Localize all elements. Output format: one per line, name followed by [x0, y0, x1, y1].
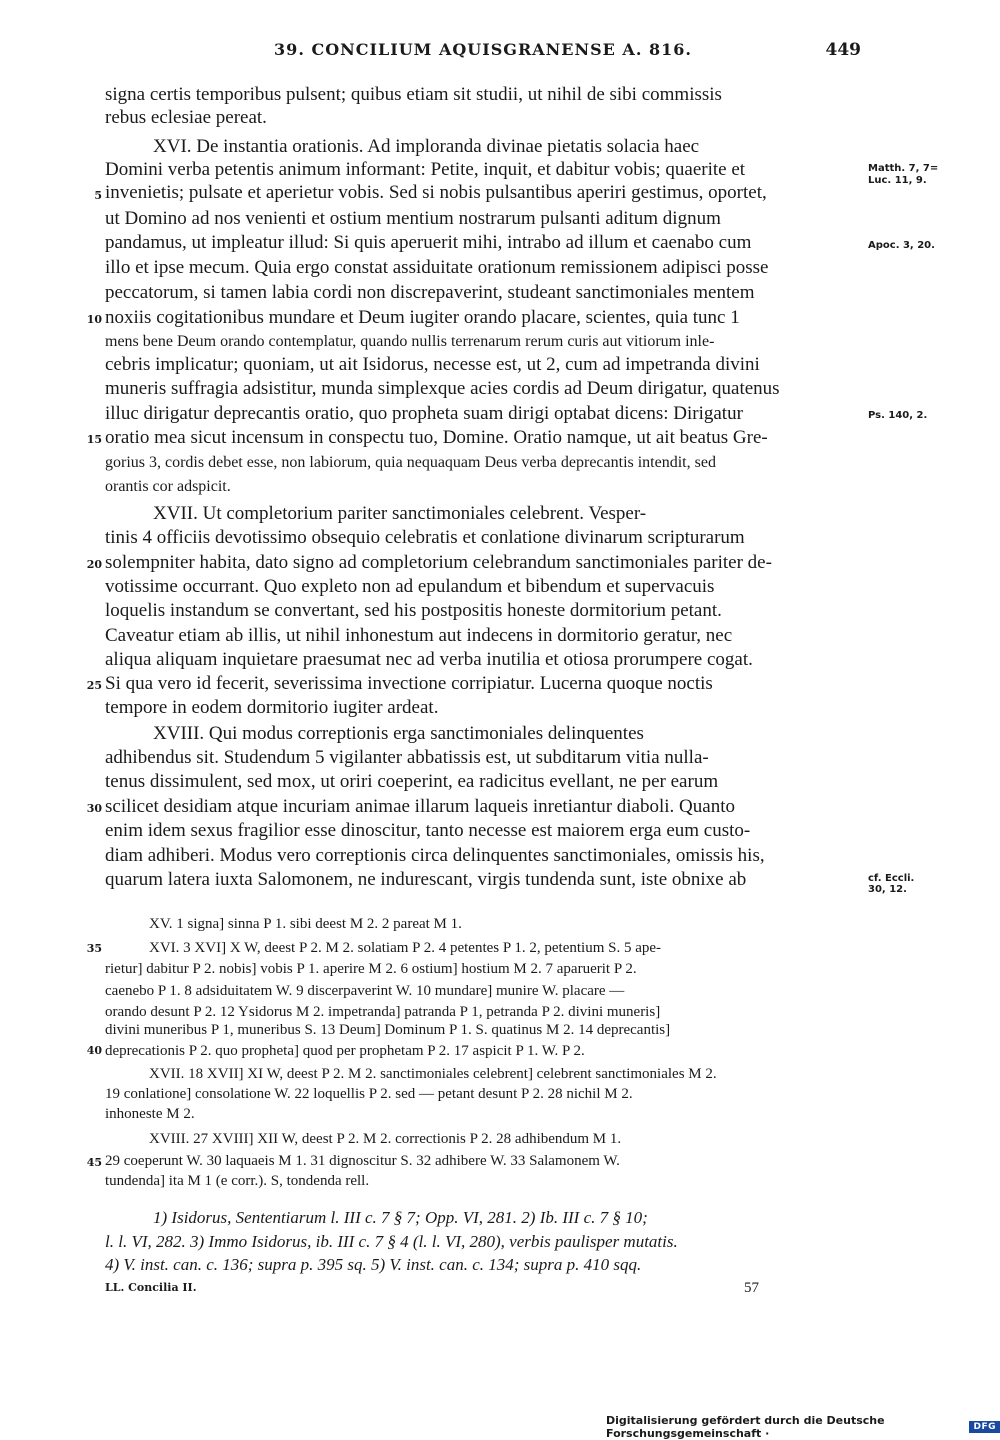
- margin-note-ecclesiasticus: cf. Eccli.: [868, 873, 915, 884]
- margin-note-apocalypse: Apoc. 3, 20.: [868, 240, 935, 251]
- apparatus-line: XVII. 18 XVII] XI W, deest P 2. M 2. sanctimoniales celebrent] celebrent sanctimoniales M 2.: [149, 1066, 717, 1082]
- text-line: tenus dissimulent, sed mox, ut oriri coeperint, ea radicitus evellant, ne per earum: [105, 771, 719, 792]
- running-title: 39. CONCILIUM AQUISGRANENSE A. 816.: [274, 40, 692, 59]
- text-line: XVII. Ut completorium pariter sanctimoniales celebrent. Vesper-: [153, 503, 647, 524]
- text-line: Domini verba petentis animum informant: Petite, inquit, et dabitur vobis; quaerite et: [105, 159, 746, 180]
- digitization-credit: [606, 1414, 1000, 1440]
- apparatus-line: rietur] dabitur P 2. nobis] vobis P 1. aperire M 2. 6 ostium] hostium M 2. 7 aparuerit P 2.: [105, 961, 637, 977]
- line-number: 35: [86, 942, 102, 955]
- text-line: gorius 3, cordis debet esse, non labiorum, quia nequaquam Deus verba deprecantis intendit, sed: [105, 454, 716, 471]
- apparatus-line: caenebo P 1. 8 adsiduitatem W. 9 discerpaverint W. 10 mundare] munire W. placare —: [105, 983, 625, 999]
- text-line: oratio mea sicut incensum in conspectu tuo, Domine. Oratio namque, ut ait beatus Gre-: [105, 427, 768, 448]
- text-line: illuc dirigatur deprecantis oratio, quo propheta suam dirigi optabat dicens: Dirigatur: [105, 403, 743, 424]
- text-line: invenietis; pulsate et aperietur vobis. Sed si nobis pulsantibus aperiri gestimus, oportet,: [105, 182, 767, 203]
- text-line: quarum latera iuxta Salomonem, ne indurescant, virgis tundenda sunt, iste obnixe ab: [105, 869, 747, 890]
- line-number: 10: [86, 313, 102, 326]
- printer-signature: LL. Concilia II.: [105, 1281, 197, 1294]
- text-line: scilicet desidiam atque incuriam animae illarum laqueis inretiantur diaboli. Quanto: [105, 796, 735, 817]
- text-line: tinis 4 officiis devotissimo obsequio celebratis et conlatione divinarum scripturarum: [105, 527, 745, 548]
- line-number: 20: [86, 558, 102, 571]
- margin-note-psalm: Ps. 140, 2.: [868, 410, 928, 421]
- text-line: votissime occurrant. Quo expleto non ad epulandum et bibendum et supervacuis: [105, 576, 715, 597]
- text-line: orantis cor adspicit.: [105, 478, 231, 495]
- margin-note-ecclesiasticus-ref: 30, 12.: [868, 884, 907, 895]
- text-line: noxiis cogitationibus mundare et Deum iugiter orando placare, scientes, quia tunc 1: [105, 307, 740, 328]
- apparatus-line: XVIII. 27 XVIII] XII W, deest P 2. M 2. correctionis P 2. 28 adhibendum M 1.: [149, 1131, 622, 1147]
- text-line: enim idem sexus fragilior esse dinoscitur, tanto necesse est maiorem erga eum custo-: [105, 820, 751, 841]
- line-number: 40: [86, 1044, 102, 1057]
- footnote-line: 1) Isidorus, Sententiarum l. III c. 7 § 7; Opp. VI, 281. 2) Ib. III c. 7 § 10;: [153, 1208, 648, 1227]
- text-line: ut Domino ad nos venienti et ostium mentium nostrarum pulsanti aditum dignum: [105, 208, 721, 229]
- text-line: pandamus, ut impleatur illud: Si quis aperuerit mihi, intrabo ad illum et caenabo cum: [105, 232, 752, 253]
- text-line: Si qua vero id fecerit, severissima invectione corripiatur. Lucerna quoque noctis: [105, 673, 713, 694]
- text-line: adhibendus sit. Studendum 5 vigilanter abbatissis est, ut subditarum vitia nulla-: [105, 747, 709, 768]
- text-line: loquelis instandum se convertant, sed his postpositis honeste dormitorium petant.: [105, 600, 722, 621]
- text-line: aliqua aliquam inquietare praesumat nec ad verba inutilia et otiosa prorumpere cogat.: [105, 649, 753, 670]
- apparatus-line: 29 coeperunt W. 30 laquaeis M 1. 31 dignoscitur S. 32 adhibere W. 33 Salamonem W.: [105, 1153, 620, 1169]
- text-line: illo et ipse mecum. Quia ergo constat assiduitate orationum remissionem adipisci posse: [105, 257, 769, 278]
- credit-text: Digitalisierung gefördert durch die Deutsche Forschungsgemeinschaft ·: [606, 1414, 885, 1440]
- text-line: XVI. De instantia orationis. Ad imploranda divinae pietatis solacia haec: [153, 136, 700, 157]
- text-line: signa certis temporibus pulsent; quibus etiam sit studii, ut nihil de sibi commissis: [105, 84, 722, 105]
- margin-note-luke: Luc. 11, 9.: [868, 175, 927, 186]
- line-number: 5: [94, 189, 102, 202]
- footnote-line: 4) V. inst. can. c. 136; supra p. 395 sq. 5) V. inst. can. c. 134; supra p. 410 sqq.: [105, 1255, 642, 1274]
- line-number: 25: [86, 679, 102, 692]
- text-line: solempniter habita, dato signo ad completorium celebrandum sanctimoniales pariter de-: [105, 552, 772, 573]
- apparatus-line: XVI. 3 XVI] X W, deest P 2. M 2. solatiam P 2. 4 petentes P 1. 2, petentium S. 5 ape-: [149, 940, 662, 956]
- text-line: mens bene Deum orando contemplatur, quando nullis terrenarum rerum curis aut vitiorum inle-: [105, 333, 715, 350]
- text-line: muneris suffragia adsistitur, munda simplexque acies cordis ad Deum dirigatur, quatenus: [105, 378, 780, 399]
- text-line: Caveatur etiam ab illis, ut nihil inhonestum aut indecens in dormitorio geratur, nec: [105, 625, 733, 646]
- dfg-logo-icon: DFG: [969, 1421, 1000, 1433]
- apparatus-line: XV. 1 signa] sinna P 1. sibi deest M 2. 2 pareat M 1.: [149, 916, 462, 932]
- line-number: 30: [86, 802, 102, 815]
- line-number: 15: [86, 433, 102, 446]
- text-line: peccatorum, si tamen labia cordi non discrepaverint, studeant sanctimoniales mentem: [105, 282, 755, 303]
- text-line: cebris implicatur; quoniam, ut ait Isidorus, necesse est, ut 2, cum ad impetranda divini: [105, 354, 760, 375]
- running-header: [105, 40, 861, 64]
- apparatus-line: orando desunt P 2. 12 Ysidorus M 2. impetranda] patranda P 1, petranda P 2. divini muneris]: [105, 1004, 661, 1020]
- text-line: tempore in eodem dormitorio iugiter ardeat.: [105, 697, 439, 718]
- text-line: diam adhiberi. Modus vero correptionis circa delinquentes sanctimoniales, omissis his,: [105, 845, 765, 866]
- apparatus-line: inhoneste M 2.: [105, 1106, 195, 1122]
- apparatus-line: tundenda] ita M 1 (e corr.). S, tondenda rell.: [105, 1173, 370, 1189]
- margin-note-matthew: Matth. 7, 7=: [868, 163, 939, 174]
- line-number: 45: [86, 1156, 102, 1169]
- apparatus-line: 19 conlatione] consolatione W. 22 loquellis P 2. sed — petant desunt P 2. 28 nichil M 2.: [105, 1086, 633, 1102]
- text-line: rebus eclesiae pereat.: [105, 107, 267, 128]
- footnote-line: l. l. VI, 282. 3) Immo Isidorus, ib. III c. 7 § 4 (l. l. VI, 280), verbis paulisper mutatis.: [105, 1232, 678, 1251]
- signature-number: 57: [744, 1280, 759, 1296]
- text-line: XVIII. Qui modus correptionis erga sanctimoniales delinquentes: [153, 723, 644, 744]
- apparatus-line: deprecationis P 2. quo propheta] quod per prophetam P 2. 17 aspicit P 1. W. P 2.: [105, 1043, 585, 1059]
- apparatus-line: divini muneribus P 1, muneribus S. 13 Deum] Dominum P 1. S. quatinus M 2. 14 deprecantis]: [105, 1022, 671, 1038]
- page-number: 449: [825, 40, 861, 60]
